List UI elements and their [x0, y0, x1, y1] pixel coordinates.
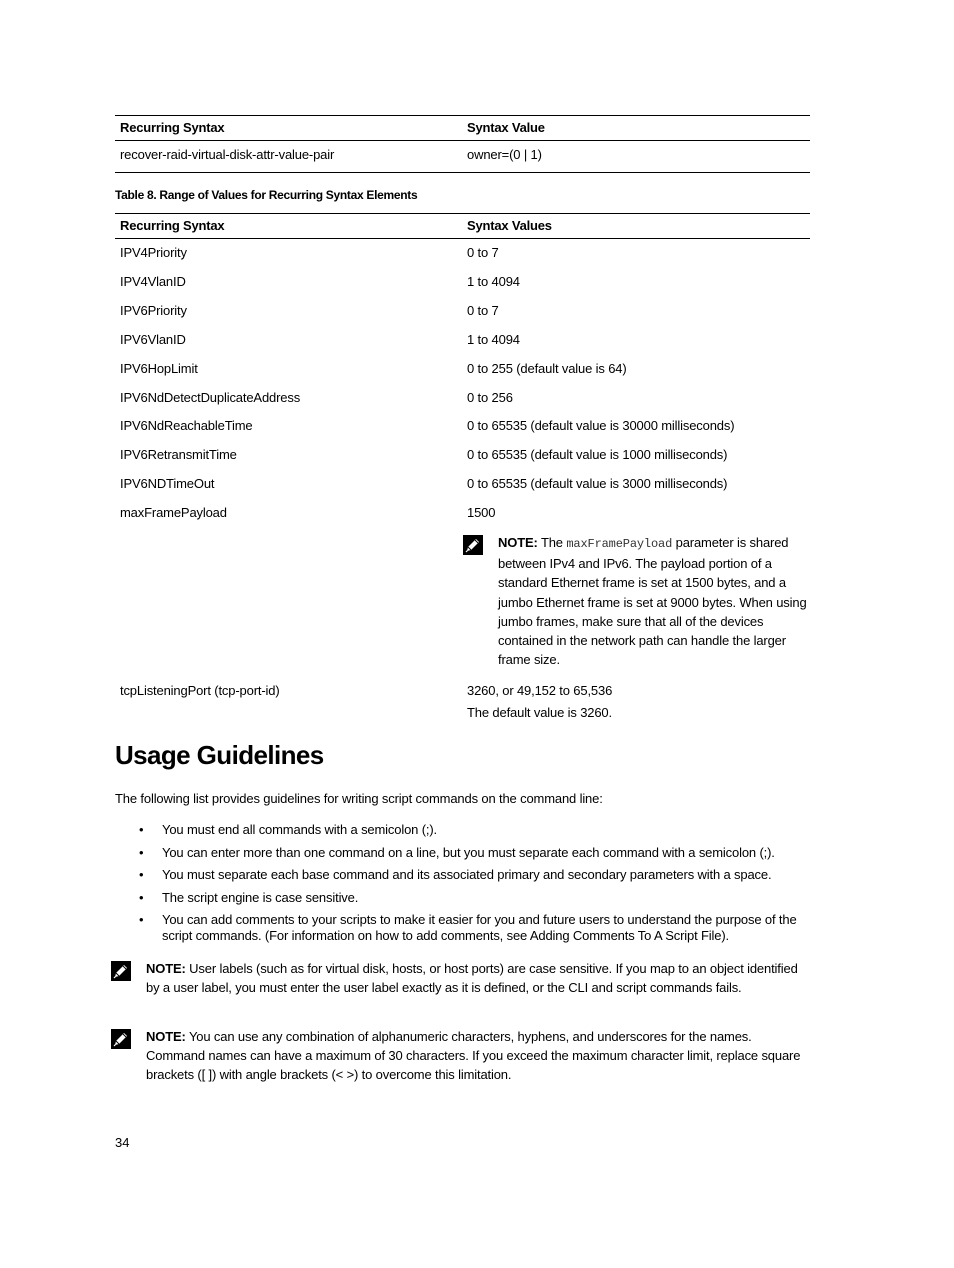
bullet: • [139, 889, 144, 905]
list-item [115, 822, 815, 838]
cell-syntax: maxFramePayload [120, 505, 227, 520]
header-syntax-values: Syntax Values [467, 218, 552, 233]
note-text: You can use any combination of alphanumeric characters, hyphens, and underscores for the names. Command names can have a maximum of 30 characters. If you exceed the maximum character limit, replace square brackets ([ ]) with angle brackets (< >) to overcome this limitation. [146, 1029, 801, 1083]
note-text: parameter is shared between IPv4 and IPv6. The payload portion of a standard Ethernet frame is set at 1500 bytes, and a jumbo Ethernet frame is set at 9000 bytes. When using jumbo frames, make sure that all of the devices contained in the network path can handle the larger frame size. [498, 535, 807, 668]
table-row [115, 476, 810, 496]
list-item [115, 867, 815, 883]
cell-syntax: IPV6Priority [120, 303, 187, 318]
command-names-note [146, 1027, 806, 1085]
list-item [115, 890, 815, 906]
cell-value: 0 to 7 [467, 303, 499, 318]
guidelines-list [115, 822, 815, 951]
list-item [115, 845, 815, 861]
header-recurring-syntax: Recurring Syntax [120, 218, 225, 233]
cell-syntax: recover-raid-virtual-disk-attr-value-pair [120, 147, 335, 162]
cell-syntax: IPV6NDTimeOut [120, 476, 215, 491]
table-row [115, 245, 810, 265]
cell-syntax: IPV6RetransmitTime [120, 447, 237, 462]
section-intro: The following list provides guidelines for writing script commands on the command line: [115, 791, 603, 806]
cell-syntax: tcpListeningPort (tcp-port-id) [120, 683, 280, 698]
note-pencil-icon [111, 1029, 131, 1049]
cell-value-line1: 3260, or 49,152 to 65,536 [467, 683, 613, 698]
table-row [115, 418, 810, 438]
note-text: User labels (such as for virtual disk, hosts, or host ports) are case sensitive. If you map to an object identified by a user label, you must enter the user label exactly as it is defined, or the CLI and script commands fails. [146, 961, 798, 996]
table-bottom-rule [115, 172, 810, 173]
cell-syntax: IPV6NdDetectDuplicateAddress [120, 390, 301, 405]
cell-value-line2: The default value is 3260. [467, 705, 612, 720]
bullet: • [139, 867, 144, 882]
note-label: NOTE: [146, 1029, 186, 1044]
header-recurring-syntax: Recurring Syntax [120, 120, 225, 135]
table-row [115, 303, 810, 323]
note-label: NOTE: [498, 535, 538, 550]
cell-value: 0 to 7 [467, 245, 499, 260]
cell-value: 1 to 4094 [467, 332, 520, 347]
table-row [115, 332, 810, 352]
cell-value: 1 to 4094 [467, 274, 520, 289]
cell-value: 0 to 65535 (default value is 1000 milliseconds) [467, 447, 728, 462]
bullet: • [139, 844, 144, 860]
table-row [115, 390, 810, 410]
cell-syntax: IPV6NdReachableTime [120, 418, 253, 433]
user-labels-note [146, 959, 806, 997]
cell-value: 0 to 255 (default value is 64) [467, 361, 627, 376]
list-item-text: The script engine is case sensitive. [162, 889, 359, 905]
table-row [115, 505, 810, 525]
note-code: maxFramePayload [566, 537, 673, 551]
note-pencil-icon [463, 535, 483, 555]
note-pre: The [540, 535, 563, 550]
table-row [115, 274, 810, 294]
cell-value: 0 to 256 [467, 390, 513, 405]
table-header [115, 213, 810, 239]
table-header [115, 115, 810, 141]
cell-syntax: IPV4VlanID [120, 274, 186, 289]
cell-syntax: IPV6HopLimit [120, 361, 198, 376]
cell-value: 0 to 65535 (default value is 30000 milliseconds) [467, 418, 735, 433]
max-frame-payload-note [498, 533, 813, 669]
list-item-text: You can enter more than one command on a line, but you must separate each command with a semicolon (;). [162, 844, 775, 860]
note-label: NOTE: [146, 961, 186, 976]
note-pencil-icon [111, 961, 131, 981]
cell-value: 1500 [467, 505, 496, 520]
list-item-text: You must end all commands with a semicolon (;). [162, 822, 437, 837]
table-row [115, 447, 810, 467]
page-number: 34 [115, 1135, 130, 1150]
section-title: Usage Guidelines [115, 740, 324, 770]
cell-value: 0 to 65535 (default value is 3000 milliseconds) [467, 476, 728, 491]
bullet: • [139, 822, 144, 837]
cell-syntax: IPV4Priority [120, 245, 187, 260]
list-item [115, 912, 815, 944]
bullet: • [139, 912, 144, 927]
table-row [115, 147, 810, 167]
cell-value: owner=(0 | 1) [467, 147, 542, 162]
table-caption: Table 8. Range of Values for Recurring Syntax Elements [115, 188, 418, 202]
list-item-text: You can add comments to your scripts to make it easier for you and future users to understand the purpose of the script commands. (For information on how to add comments, see Adding Comments To A Script File). [162, 912, 797, 943]
list-item-text: You must separate each base command and its associated primary and secondary parameters with a space. [162, 867, 772, 882]
cell-syntax: IPV6VlanID [120, 332, 186, 347]
table-row [115, 361, 810, 381]
table-row [115, 683, 810, 727]
header-syntax-value: Syntax Value [467, 120, 545, 135]
